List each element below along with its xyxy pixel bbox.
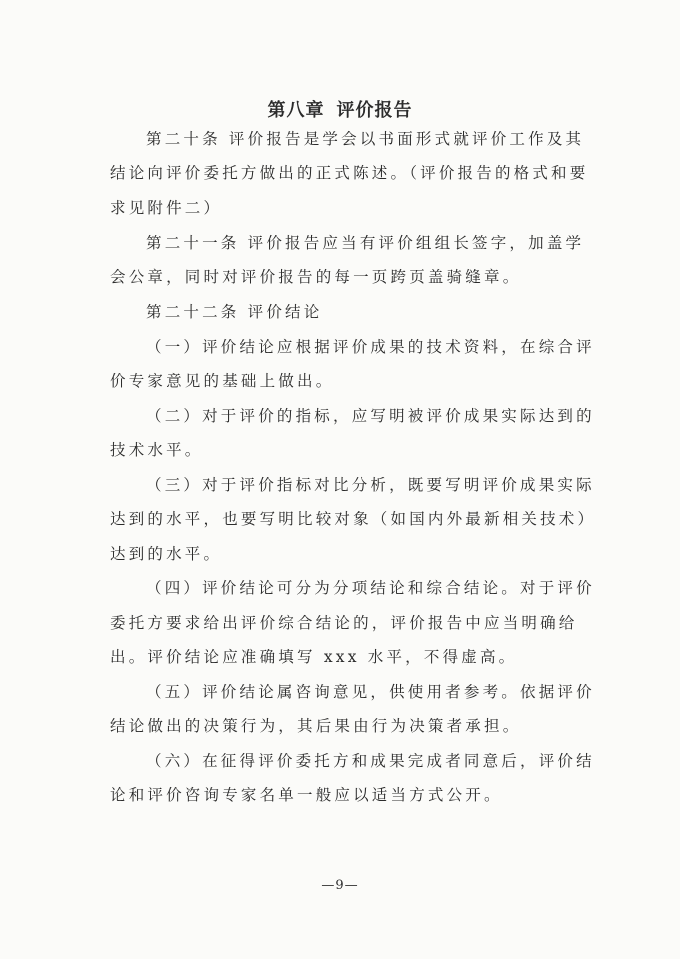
text-line: （三）对于评价指标对比分析，既要写明评价成果实际 [146, 476, 595, 494]
text-line: 第二十条 评价报告是学会以书面形式就评价工作及其 [146, 130, 585, 148]
text-line: 达到的水平，也要写明比较对象（如国内外最新相关技术） [110, 510, 597, 528]
text-line: （五）评价结论属咨询意见，供使用者参考。依据评价 [146, 683, 595, 701]
text-line: （二）对于评价的指标，应写明被评价成果实际达到的 [146, 407, 595, 425]
text-line: （四）评价结论可分为分项结论和综合结论。对于评价 [146, 579, 595, 597]
chapter-title [0, 96, 680, 122]
chapter-number: 第八章 [267, 100, 325, 121]
text-line: 达到的水平。 [110, 545, 223, 563]
text-line: （一）评价结论应根据评价成果的技术资料，在综合评 [146, 338, 595, 356]
text-line: 结论向评价委托方做出的正式陈述。（评价报告的格式和要 [110, 164, 589, 182]
text-line: 会公章，同时对评价报告的每一页跨页盖骑缝章。 [110, 268, 522, 286]
chapter-name: 评价报告 [336, 100, 413, 121]
text-line: 第二十二条 评价结论 [146, 303, 323, 321]
text-line: 出。评价结论应准确填写 xxx 水平，不得虚高。 [110, 648, 518, 666]
text-line: 技术水平。 [110, 441, 204, 459]
text-line: 求见附件二） [110, 199, 223, 217]
text-line: 论和评价咨询专家名单一般应以适当方式公开。 [110, 786, 503, 804]
text-line: 价专家意见的基础上做出。 [110, 372, 335, 390]
text-line: 第二十一条 评价报告应当有评价组组长签字，加盖学 [146, 234, 585, 252]
page-number: —9— [321, 878, 359, 893]
text-line: 结论做出的决策行为，其后果由行为决策者承担。 [110, 717, 522, 735]
text-line: 委托方要求给出评价综合结论的，评价报告中应当明确给 [110, 614, 578, 632]
text-line: （六）在征得评价委托方和成果完成者同意后，评价结 [146, 752, 595, 770]
